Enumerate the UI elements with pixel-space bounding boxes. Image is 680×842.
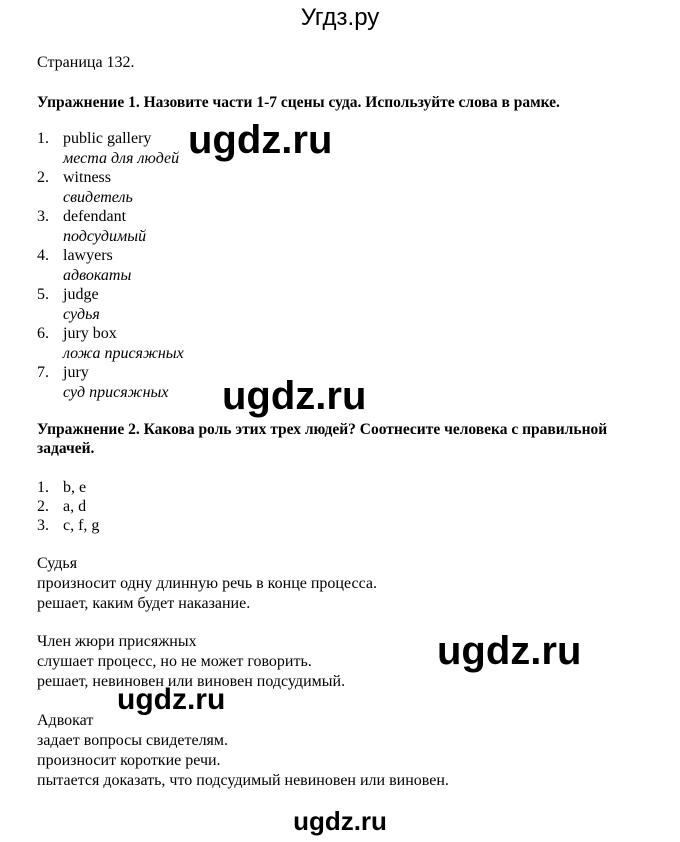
watermark-footer: ugdz.ru <box>293 806 387 836</box>
item-number: 7. <box>37 364 49 381</box>
role-task: произносит одну длинную речь в конце процесса. <box>37 575 377 592</box>
watermark: ugdz.ru <box>188 118 333 162</box>
role-task: произносит короткие речи. <box>37 752 221 769</box>
exercise-2-title: Упражнение 2. Какова роль этих трех людей? Соотнесите человека с правильной задачей. <box>37 421 608 457</box>
answer-text: b, e <box>63 479 87 496</box>
item-number: 2. <box>37 498 49 515</box>
item-number: 5. <box>37 286 49 303</box>
item-english: judge <box>63 286 99 303</box>
answer-text: c, f, g <box>63 517 100 534</box>
item-number: 4. <box>37 247 49 264</box>
item-number: 1. <box>37 479 49 496</box>
role-task: решает, каким будет наказание. <box>37 595 251 612</box>
item-english: lawyers <box>63 247 113 264</box>
item-number: 1. <box>37 130 49 147</box>
item-number: 6. <box>37 325 49 342</box>
role-task: решает, невиновен или виновен подсудимый. <box>37 673 346 690</box>
role-name: Адвокат <box>37 712 94 729</box>
role-task: задает вопросы свидетелям. <box>37 732 229 749</box>
item-translation: свидетель <box>63 188 133 206</box>
role-judge <box>37 554 377 614</box>
watermark: ugdz.ru <box>117 683 226 716</box>
item-number: 3. <box>37 208 49 225</box>
item-number: 3. <box>37 517 49 534</box>
item-number: 2. <box>37 169 49 186</box>
item-english: witness <box>63 169 111 186</box>
item-translation: места для людей <box>63 149 180 167</box>
item-english: jury <box>63 364 89 381</box>
item-english: jury box <box>63 325 117 342</box>
item-english: defendant <box>63 208 127 225</box>
role-task: пытается доказать, что подсудимый невиновен или виновен. <box>37 772 449 789</box>
item-translation: адвокаты <box>63 266 132 284</box>
watermark: ugdz.ru <box>222 374 367 418</box>
item-translation: подсудимый <box>63 227 147 245</box>
item-english: public gallery <box>63 130 152 147</box>
page-label: Страница 132. <box>37 54 135 71</box>
role-name: Судья <box>37 555 78 572</box>
role-task: слушает процесс, но не может говорить. <box>37 653 312 670</box>
item-translation: суд присяжных <box>63 383 169 401</box>
site-header: Угдз.ру <box>300 4 380 31</box>
item-translation: ложа присяжных <box>63 344 184 362</box>
role-name: Член жюри присяжных <box>37 633 197 650</box>
watermark: ugdz.ru <box>437 629 582 673</box>
answer-text: a, d <box>63 498 87 515</box>
role-lawyer <box>37 711 449 791</box>
exercise-1-title: Упражнение 1. Назовите части 1-7 сцены суда. Используйте слова в рамке. <box>37 94 560 111</box>
item-translation: судья <box>63 305 100 323</box>
